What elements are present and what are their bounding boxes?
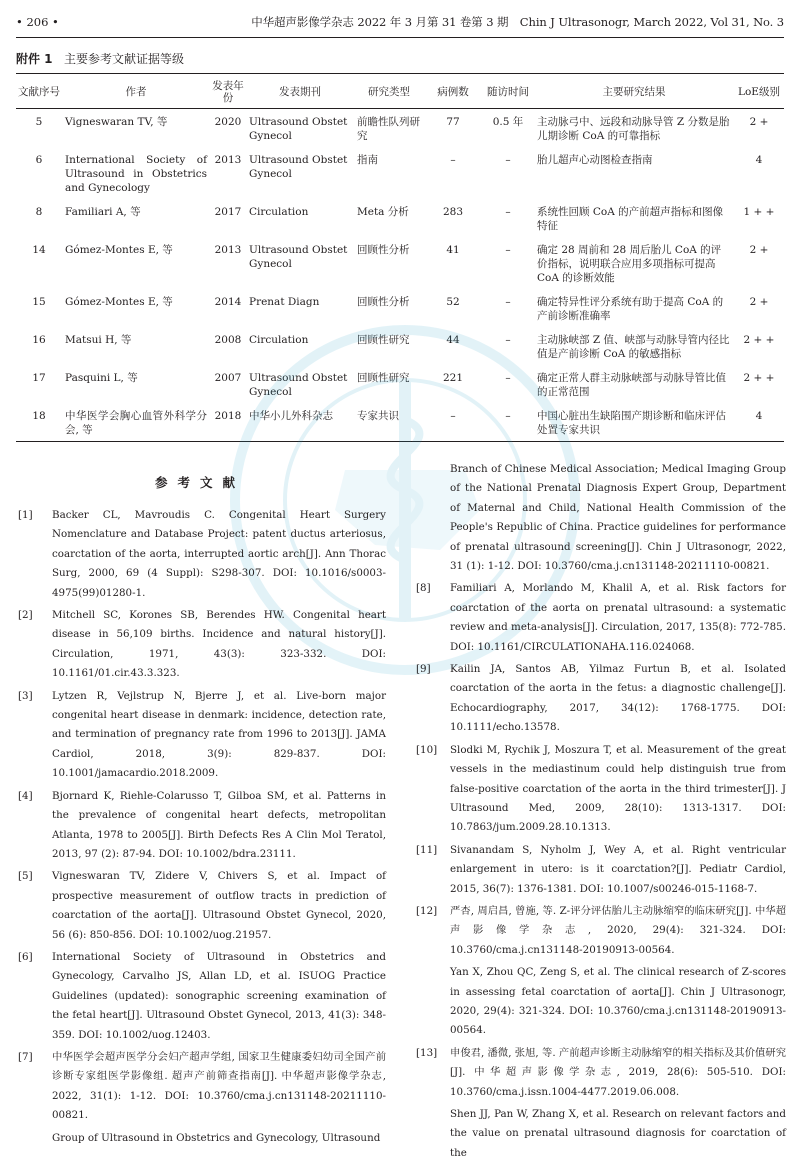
table-cell: Prenat Diagn — [249, 296, 320, 308]
column-header: 主要研究结果 — [602, 86, 666, 98]
reference-text: Bjornard K, Riehle-Colarusso T, Gilboa SM, et al. Patterns in the prevalence of congenital heart defects, metropolitan Atlanta, 1978 to 2005[J]. Birth Defects Res A Clin Mol Teratol, 2013, 97 (2): 87-94. DOI: 10.1002/bdra.23111. — [52, 789, 386, 860]
table-cell: 2020 — [214, 116, 242, 128]
table-cell: International Society of Ultrasound in Obstetrics and Gynecology — [65, 154, 207, 194]
table-cell: 16 — [32, 334, 46, 346]
table-cell: Meta 分析 — [357, 206, 409, 218]
column-header: 研究类型 — [368, 86, 410, 98]
reference-item — [414, 579, 786, 657]
attachment-title — [16, 50, 184, 67]
table-cell: Ultrasound Obstet Gynecol — [249, 372, 348, 398]
table-cell: Circulation — [249, 334, 309, 346]
table-cell: 2013 — [214, 154, 242, 166]
table-row — [16, 199, 784, 237]
table-cell: 2 + + — [743, 372, 775, 384]
reference-item — [16, 867, 386, 945]
evidence-table — [16, 73, 784, 442]
reference-text: Backer CL, Mavroudis C. Congenital Heart Surgery Nomenclature and Database Project: patent ductus arteriosus, coarctation of the aorta, interrupted aortic arch[J]. Ann Thorac Surg, 2000, 69 (4 Suppl): S298-307. DOI: 10.1016/s0003-4975(99)01280-1. — [52, 509, 386, 599]
column-header: LoE级别 — [738, 86, 780, 98]
reference-number: [12] — [416, 904, 438, 917]
reference-number: [2] — [18, 609, 33, 622]
column-header: 发表期刊 — [279, 86, 321, 98]
table-row — [16, 109, 784, 148]
table-cell: – — [505, 244, 511, 256]
table-cell: Gómez-Montes E, 等 — [65, 296, 173, 308]
reference-item — [16, 687, 386, 784]
reference-text: Lytzen R, Vejlstrup N, Bjerre J, et al. Live-born major congenital heart disease in denmark: incidence, detection rate, and termination of pregnancy rate from 1996 to 2013[J]. JAMA Cardiol, 2018, 3(9): 829-837. DOI: 10.1001/jamacardio.2018.2009. — [52, 689, 386, 780]
table-cell: Gómez-Montes E, 等 — [65, 244, 173, 256]
table-cell: – — [505, 372, 511, 384]
reference-text: Familiari A, Morlando M, Khalil A, et al. Risk factors for coarctation of the aorta on prenatal ultrasound: a systematic review and meta-analysis[J]. Circulation, 2017, 135(8): 772-785. DOI: 10.1161/CIRCULATIONAHA.116.024068. — [450, 582, 786, 653]
reference-item — [414, 741, 786, 838]
table-cell: Matsui H, 等 — [65, 334, 132, 346]
table-cell: Circulation — [249, 206, 309, 218]
reference-continuation: Branch of Chinese Medical Association; Medical Imaging Group of the National Prenatal Diagnosis Expert Group, Department of Maternal and Child, National Health Commission of the People's Republic of China. Practice guidelines for performance of prenatal ultrasound screening[J]. Chin J Ultrasonogr, 2022, 31 (1): 1-12. DOI: 10.3760/cma.j.cn131148-20211110-00821. — [450, 463, 786, 573]
reference-item — [414, 902, 786, 960]
column-header: 病例数 — [437, 86, 469, 98]
table-cell: 17 — [32, 372, 46, 384]
table-cell: 2008 — [214, 334, 242, 346]
reference-number: [1] — [18, 509, 33, 521]
column-header: 发表年份 — [212, 80, 244, 104]
reference-text: 申俊君, 潘微, 张旭, 等. 产前超声诊断主动脉缩窄的相关指标及其价值研究[J]. 中华超声影像学杂志, 2019, 28(6): 505-510. DOI: 10.3760/cma.j.issn.1004-4477.2019.06.008. — [450, 1046, 786, 1098]
journal-info: 中华超声影像学杂志 2022 年 3 月第 31 卷第 3 期 Chin J Ultrasonogr, March 2022, Vol 31, No. 3 — [251, 15, 784, 29]
table-cell: 2017 — [214, 206, 242, 218]
reference-number: [6] — [18, 950, 33, 963]
table-cell: 2 + — [749, 296, 769, 308]
table-cell: 确定特异性评分系统有助于提高 CoA 的产前诊断准确率 — [537, 296, 724, 322]
table-cell: 2 + — [749, 244, 769, 256]
table-cell: 主动脉峡部 Z 值、峡部与动脉导管内径比值是产前诊断 CoA 的敏感指标 — [537, 334, 730, 360]
page-header — [16, 12, 784, 38]
reference-text: Kailin JA, Santos AB, Yilmaz Furtun B, et al. Isolated coarctation of the aorta in the fetus: a diagnostic challenge[J]. Echocardiography, 2017, 34(12): 1768-1775. DOI: 10.1111/echo.13578. — [450, 663, 786, 734]
table-cell: 8 — [35, 206, 43, 218]
table-cell: – — [505, 334, 511, 346]
reference-item — [414, 841, 786, 899]
table-cell: 41 — [446, 244, 460, 256]
reference-text: Mitchell SC, Korones SB, Berendes HW. Congenital heart disease in 56,109 births. Incidence and natural history[J]. Circulation, 1971, 43(3): 323-332. DOI: 10.1161/01.cir.43.3.323. — [52, 609, 386, 680]
references-heading: 参考文献 — [154, 475, 245, 490]
table-cell: 回顾性研究 — [357, 334, 410, 346]
reference-number: [11] — [416, 843, 438, 856]
table-cell: 1 + + — [743, 206, 775, 218]
reference-item — [16, 506, 386, 603]
reference-text: International Society of Ultrasound in Obstetrics and Gynecology, Carvalho JS, Allan LD, et al. ISUOG Practice Guidelines (updated): sonographic screening examination of the fetal heart[J]. Ultrasound Obstet Gynecol, 2013, 41(3): 348-359. DOI: 10.1002/uog.12403. — [52, 950, 386, 1041]
table-cell: 中国心脏出生缺陷围产期诊断和临床评估处置专家共识 — [537, 410, 726, 436]
table-cell: – — [505, 410, 511, 422]
table-cell: 5 — [35, 116, 43, 128]
table-cell: 15 — [32, 296, 46, 308]
reference-item — [16, 787, 386, 865]
table-cell: 77 — [446, 116, 460, 128]
table-cell: 283 — [442, 206, 464, 218]
table-cell: 指南 — [357, 154, 378, 166]
table-header-row — [16, 74, 784, 109]
reference-number: [8] — [416, 582, 431, 595]
table-row — [16, 147, 784, 199]
table-cell: 专家共识 — [357, 410, 399, 422]
table-cell: Ultrasound Obstet Gynecol — [249, 116, 348, 142]
references-left-column — [16, 506, 386, 1151]
table-row — [16, 403, 784, 442]
table-cell: 主动脉弓中、远段和动脉导管 Z 分数是胎儿期诊断 CoA 的可靠指标 — [537, 116, 730, 142]
reference-translation: Shen JJ, Pan W, Zhang X, et al. Research on relevant factors and the value on prenatal ultrasound diagnosis for coarctation of the — [450, 1108, 786, 1159]
table-cell: 14 — [32, 244, 46, 256]
table-cell: 2013 — [214, 244, 242, 256]
table-cell: Vigneswaran TV, 等 — [65, 116, 168, 128]
table-cell: 回顾性分析 — [357, 244, 410, 256]
table-cell: – — [505, 296, 511, 308]
reference-text: Sivanandam S, Nyholm J, Wey A, et al. Right ventricular enlargement in utero: is it coarctation?[J]. Pediatr Cardiol, 2015, 36(7): 1376-1381. DOI: 10.1007/s00246-015-1168-7. — [450, 843, 786, 895]
reference-continuation: Group of Ultrasound in Obstetrics and Gynecology, Ultrasound — [52, 1131, 381, 1144]
table-cell: 中华小儿外科杂志 — [249, 410, 333, 422]
column-header: 随访时间 — [487, 86, 529, 98]
reference-item — [414, 1044, 786, 1102]
table-cell: 回顾性研究 — [357, 372, 410, 384]
column-header: 文献序号 — [18, 86, 60, 98]
table-cell: 2 + — [749, 116, 769, 128]
table-cell: 18 — [32, 410, 46, 422]
column-header: 作者 — [125, 86, 147, 98]
table-cell: 6 — [35, 154, 43, 166]
table-cell: 胎儿超声心动图检查指南 — [537, 154, 653, 166]
attachment-caption: 主要参考文献证据等级 — [63, 52, 184, 66]
reference-number: [10] — [416, 743, 438, 756]
table-cell: 中华医学会胸心血管外科学分会, 等 — [65, 410, 207, 436]
reference-item — [414, 660, 786, 738]
table-cell: 2018 — [214, 410, 242, 422]
table-cell: – — [450, 410, 456, 422]
table-cell: 确定正常人群主动脉峡部与动脉导管比值的正常范围 — [537, 372, 726, 398]
table-cell: Pasquini L, 等 — [65, 372, 138, 384]
table-cell: 4 — [755, 154, 763, 166]
page-number: • 206 • — [16, 15, 59, 29]
table-cell: – — [505, 206, 511, 218]
table-cell: 2014 — [214, 296, 242, 308]
table-cell: 2007 — [214, 372, 242, 384]
reference-text: 中华医学会超声医学分会妇产超声学组, 国家卫生健康委妇幼司全国产前诊断专家组医学影像组. 超声产前筛查指南[J]. 中华超声影像学杂志, 2022, 31(1): 1-12. DOI: 10.3760/cma.j.cn131148-20211110-00821. — [52, 1050, 386, 1122]
reference-number: [7] — [18, 1050, 33, 1063]
reference-item — [16, 1048, 386, 1126]
table-cell: 2 + + — [743, 334, 775, 346]
reference-number: [9] — [416, 663, 431, 676]
reference-number: [3] — [18, 689, 33, 702]
table-cell: 221 — [442, 372, 464, 384]
reference-item — [16, 606, 386, 684]
table-cell: 52 — [446, 296, 460, 308]
table-cell: Ultrasound Obstet Gynecol — [249, 244, 348, 270]
table-cell: Ultrasound Obstet Gynecol — [249, 154, 348, 180]
table-cell: – — [505, 154, 511, 166]
table-cell: 确定 28 周前和 28 周后胎儿 CoA 的评价指标，说明联合应用多项指标可提高 CoA 的诊断效能 — [537, 244, 722, 284]
references-right-column — [414, 460, 786, 1166]
table-cell: 4 — [755, 410, 763, 422]
reference-number: [5] — [18, 870, 33, 883]
reference-item — [16, 948, 386, 1045]
reference-text: Vigneswaran TV, Zidere V, Chivers S, et al. Impact of prospective measurement of outflow tracts in prediction of coarctation of the aorta[J]. Ultrasound Obstet Gynecol, 2020, 56 (6): 850-856. DOI: 10.1002/uog.21957. — [52, 870, 386, 941]
table-cell: 44 — [446, 334, 460, 346]
reference-text: Slodki M, Rychik J, Moszura T, et al. Measurement of the great vessels in the mediastinum could help distinguish true from false-positive coarctation of the aorta in the third trimester[J]. J Ultrasound Med, 2009, 28(10): 1313-1317. DOI: 10.7863/jum.2009.28.10.1313. — [450, 743, 786, 834]
table-cell: Familiari A, 等 — [65, 206, 141, 218]
table-row — [16, 327, 784, 365]
table-cell: 系统性回顾 CoA 的产前超声指标和图像特征 — [537, 206, 724, 232]
table-cell: 前瞻性队列研究 — [357, 116, 420, 142]
table-cell: 回顾性分析 — [357, 296, 410, 308]
reference-number: [4] — [18, 789, 33, 802]
attachment-label: 附件 1 — [16, 52, 53, 66]
reference-translation: Yan X, Zhou QC, Zeng S, et al. The clinical research of Z-scores in assessing fetal coarctation of aorta[J]. Chin J Ultrasonogr, 2020, 29(4): 321-324. DOI: 10.3760/cma.j.cn131148-20190913-00564. — [450, 966, 786, 1037]
table-row — [16, 289, 784, 327]
table-cell: – — [450, 154, 456, 166]
table-row — [16, 237, 784, 289]
reference-text: 严杏, 周启昌, 曾施, 等. Z-评分评估胎儿主动脉缩窄的临床研究[J]. 中华超声影像学杂志, 2020, 29(4): 321-324. DOI: 10.3760/cma.j.cn131148-20190913-00564. — [450, 904, 786, 956]
table-cell: 0.5 年 — [492, 116, 524, 128]
table-row — [16, 365, 784, 403]
reference-number: [13] — [416, 1046, 438, 1059]
